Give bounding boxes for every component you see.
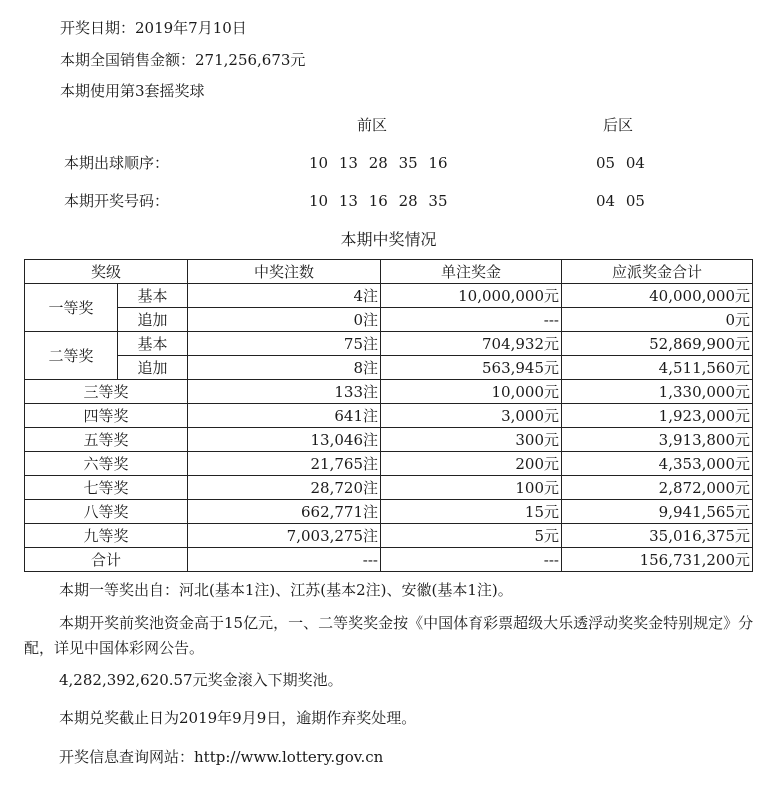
unit-cell: --- (381, 308, 562, 332)
table-row (25, 500, 753, 524)
table-row (25, 308, 753, 332)
rollover-note: 4,282,392,620.57元奖金滚入下期奖池。 (59, 671, 343, 689)
count-cell: 0注 (188, 308, 381, 332)
header-unit: 单注奖金 (381, 260, 562, 284)
prize-level-name: 七等奖 (25, 476, 188, 500)
total-cell: 2,872,000元 (562, 476, 753, 500)
unit-cell: 5元 (381, 524, 562, 548)
header-count: 中奖注数 (188, 260, 381, 284)
deadline-note: 本期兑奖截止日为2019年9月9日，逾期作弃奖处理。 (59, 709, 417, 727)
unit-cell: 563,945元 (381, 356, 562, 380)
total-cell: 52,869,900元 (562, 332, 753, 356)
sub-type: 追加 (118, 308, 188, 332)
ball-set: 本期使用第3套摇奖球 (60, 82, 205, 100)
table-row (25, 284, 753, 308)
sales-amount: 本期全国销售金额：271,256,673元 (60, 51, 306, 69)
prize-level-name: 三等奖 (25, 380, 188, 404)
first-prize-name: 一等奖 (25, 284, 118, 332)
total-cell: 1,923,000元 (562, 404, 753, 428)
second-prize-name: 二等奖 (25, 332, 118, 380)
table-row (25, 428, 753, 452)
table-row (25, 332, 753, 356)
total-cell: 1,330,000元 (562, 380, 753, 404)
draw-order-back: 05 04 (596, 154, 645, 172)
unit-cell: --- (381, 548, 562, 572)
website-note: 开奖信息查询网站：http://www.lottery.gov.cn (59, 748, 384, 766)
total-cell: 0元 (562, 308, 753, 332)
unit-cell: 100元 (381, 476, 562, 500)
pool-rule-note: 本期开奖前奖池资金高于15亿元，一、二等奖奖金按《中国体育彩票超级大乐透浮动奖奖金特别规定》分配，详见中国体彩网公告。 (24, 614, 754, 657)
prize-level-name: 八等奖 (25, 500, 188, 524)
total-cell: 156,731,200元 (562, 548, 753, 572)
count-cell: 641注 (188, 404, 381, 428)
count-cell: 7,003,275注 (188, 524, 381, 548)
prize-level-name: 四等奖 (25, 404, 188, 428)
first-prize-origin: 本期一等奖出自：河北(基本1注)、江苏(基本2注)、安徽(基本1注)。 (59, 581, 513, 599)
unit-cell: 704,932元 (381, 332, 562, 356)
back-zone-header: 后区 (603, 116, 634, 134)
header-level: 奖级 (25, 260, 188, 284)
total-cell: 35,016,375元 (562, 524, 753, 548)
winning-number-front: 10 13 16 28 35 (309, 192, 448, 210)
table-row (25, 404, 753, 428)
count-cell: 13,046注 (188, 428, 381, 452)
prize-level-name: 五等奖 (25, 428, 188, 452)
total-row (25, 548, 753, 572)
winning-number-back: 04 05 (596, 192, 645, 210)
unit-cell: 300元 (381, 428, 562, 452)
unit-cell: 10,000元 (381, 380, 562, 404)
count-cell: 28,720注 (188, 476, 381, 500)
table-row (25, 476, 753, 500)
header-total: 应派奖金合计 (562, 260, 753, 284)
table-row (25, 452, 753, 476)
draw-order-front: 10 13 28 35 16 (309, 154, 448, 172)
count-cell: 8注 (188, 356, 381, 380)
sub-type: 基本 (118, 284, 188, 308)
winning-number-label: 本期开奖号码： (64, 192, 170, 210)
count-cell: 21,765注 (188, 452, 381, 476)
front-zone-header: 前区 (357, 116, 388, 134)
total-cell: 3,913,800元 (562, 428, 753, 452)
prize-level-name: 六等奖 (25, 452, 188, 476)
unit-cell: 200元 (381, 452, 562, 476)
total-cell: 9,941,565元 (562, 500, 753, 524)
prize-level-name: 九等奖 (25, 524, 188, 548)
total-cell: 40,000,000元 (562, 284, 753, 308)
draw-order-label: 本期出球顺序： (64, 154, 170, 172)
total-label: 合计 (25, 548, 188, 572)
total-cell: 4,353,000元 (562, 452, 753, 476)
unit-cell: 15元 (381, 500, 562, 524)
table-row (25, 380, 753, 404)
count-cell: 662,771注 (188, 500, 381, 524)
count-cell: 4注 (188, 284, 381, 308)
sub-type: 追加 (118, 356, 188, 380)
count-cell: 75注 (188, 332, 381, 356)
table-row (25, 356, 753, 380)
table-row (25, 524, 753, 548)
count-cell: 133注 (188, 380, 381, 404)
unit-cell: 3,000元 (381, 404, 562, 428)
prize-table (24, 259, 753, 572)
table-header-row (25, 260, 753, 284)
total-cell: 4,511,560元 (562, 356, 753, 380)
prize-table-title: 本期中奖情况 (340, 230, 437, 249)
count-cell: --- (188, 548, 381, 572)
sub-type: 基本 (118, 332, 188, 356)
draw-date: 开奖日期：2019年7月10日 (60, 19, 247, 37)
unit-cell: 10,000,000元 (381, 284, 562, 308)
